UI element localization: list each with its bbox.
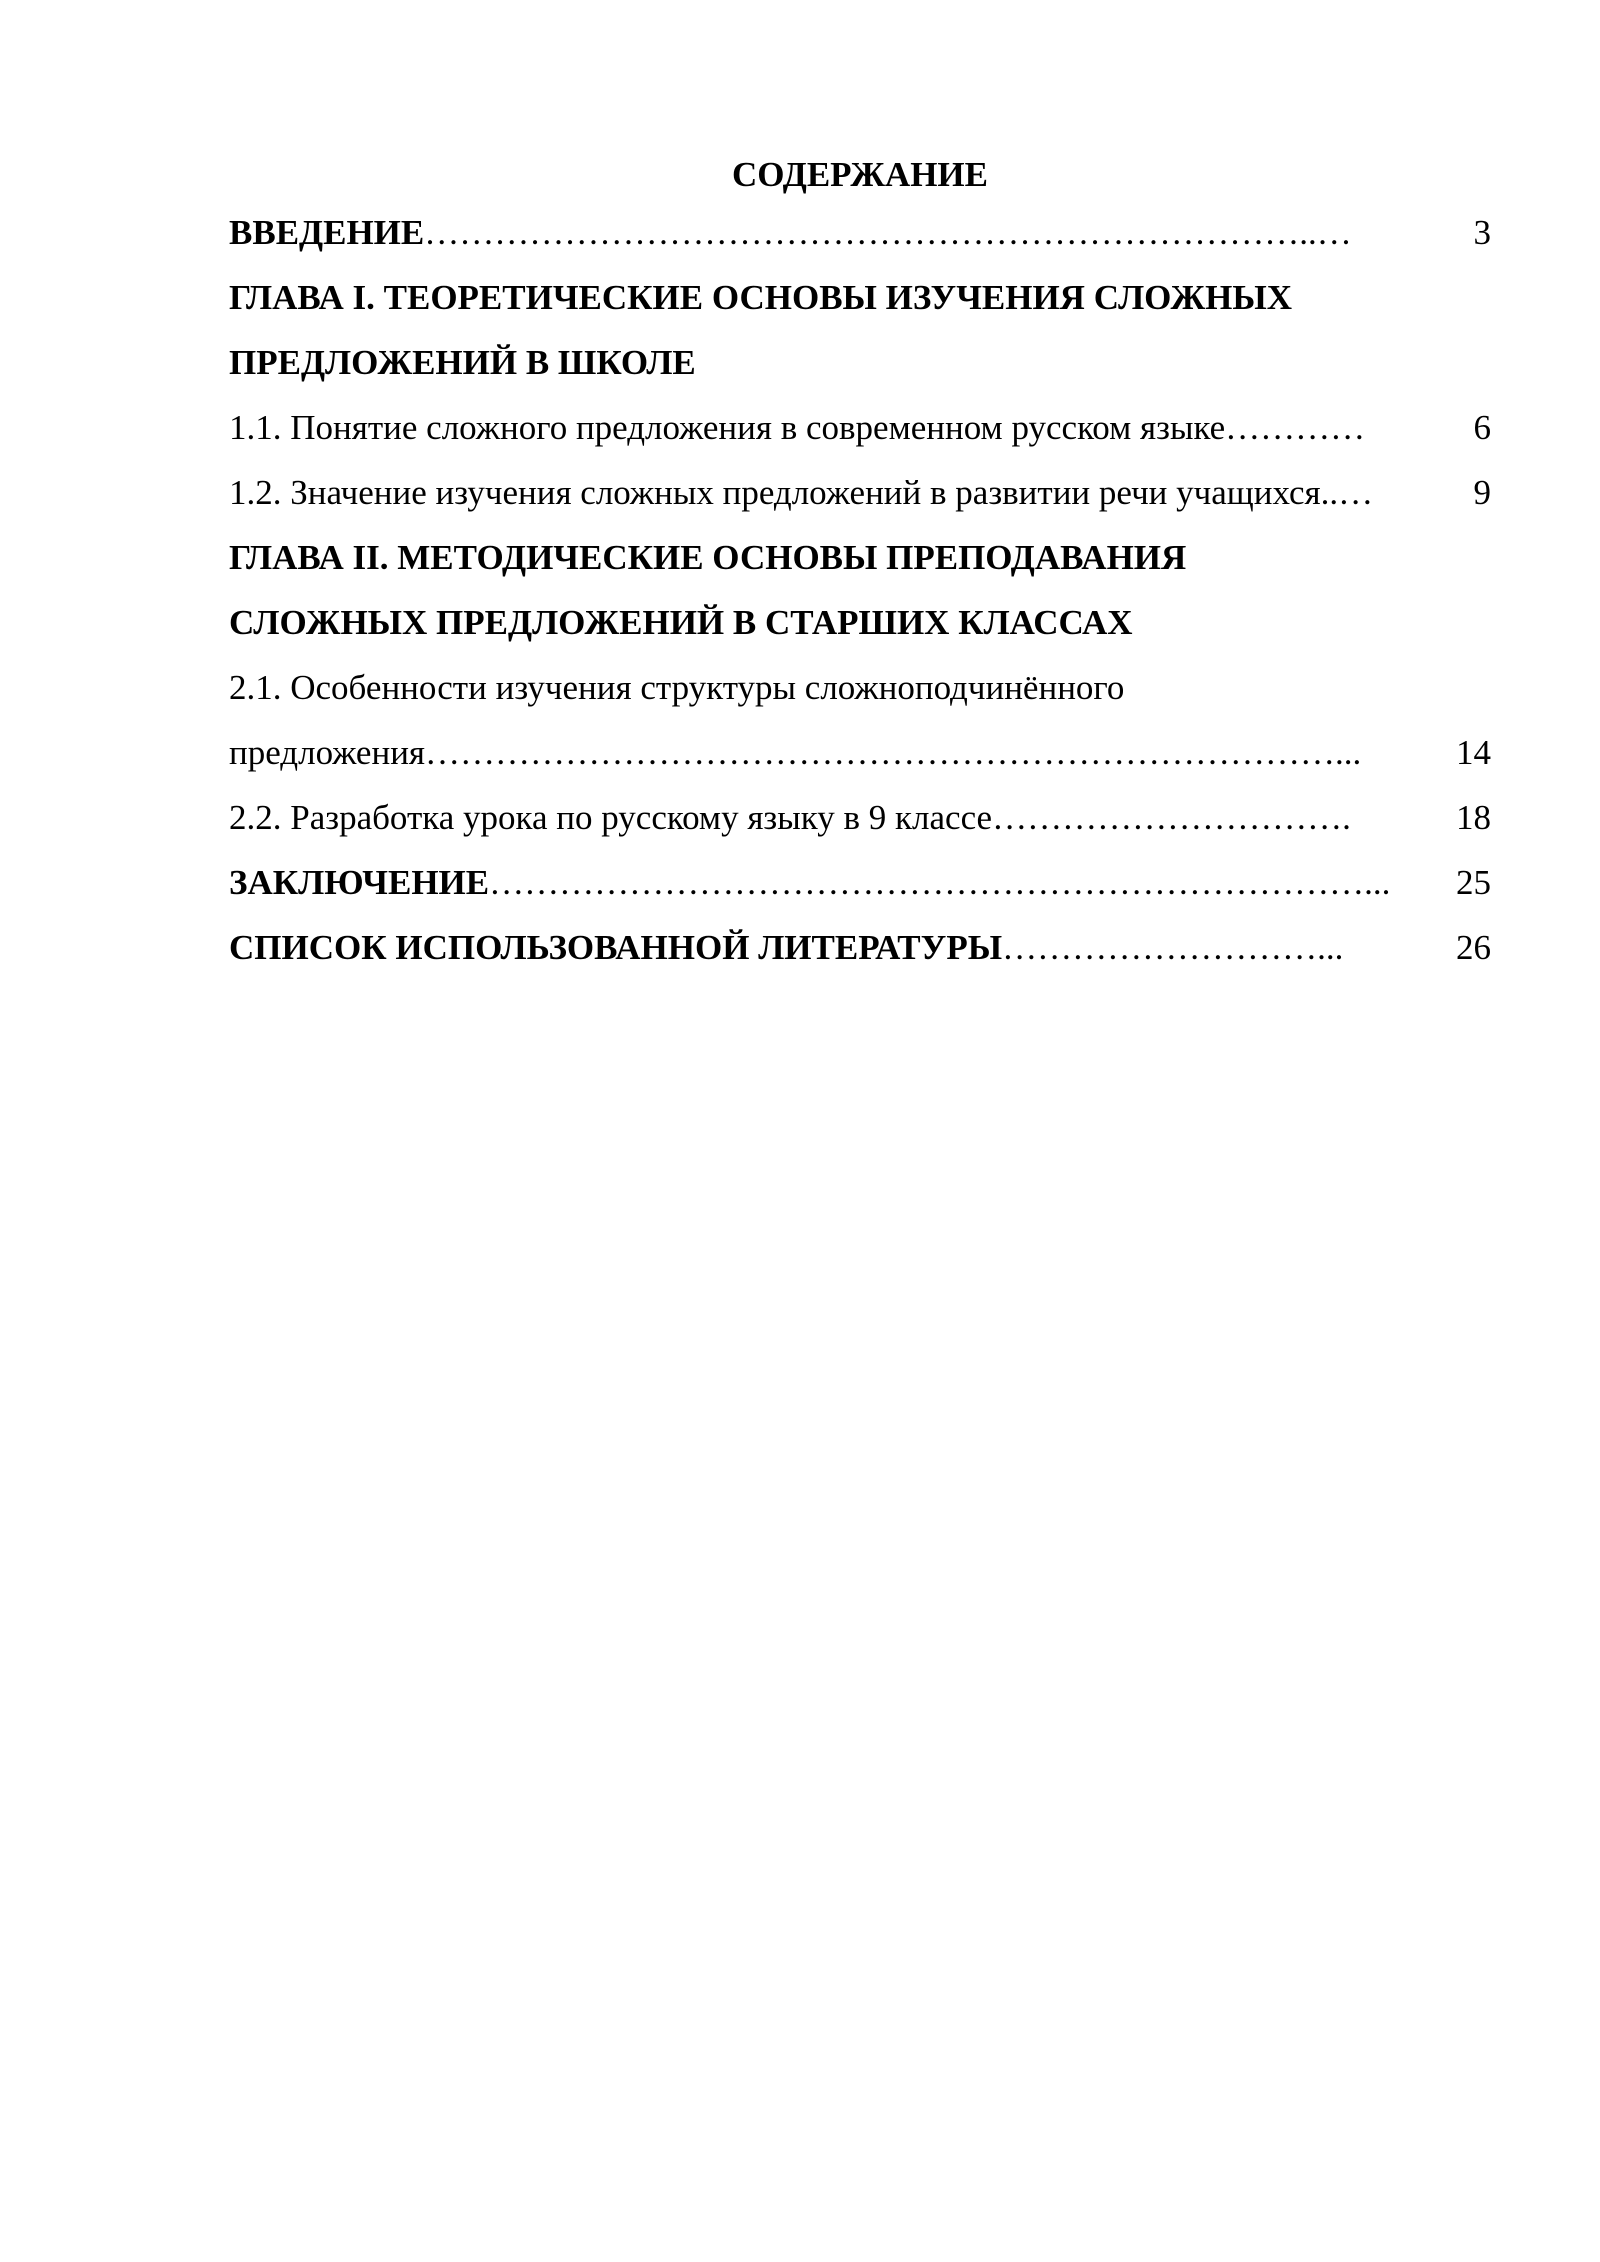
toc-page-number: 6 (1473, 408, 1491, 447)
toc-chapter-2-heading-line-2[interactable]: СЛОЖНЫХ ПРЕДЛОЖЕНИЙ В СТАРШИХ КЛАССАХ (229, 603, 1133, 642)
toc-entry-section-2-1-line-2[interactable] (229, 720, 1491, 785)
toc-entry-text: ВВЕДЕНИЕ (229, 213, 425, 252)
toc-page-number: 26 (1456, 928, 1491, 967)
toc-entry-section-2-2[interactable] (229, 785, 1491, 850)
toc-page-number: 3 (1473, 213, 1491, 252)
toc-entry-text: предложения (229, 733, 426, 772)
toc-leader-dots: ………… (1225, 408, 1366, 447)
toc-chapter-1-heading-line-1[interactable]: ГЛАВА I. ТЕОРЕТИЧЕСКИЕ ОСНОВЫ ИЗУЧЕНИЯ СЛОЖНЫХ (229, 278, 1293, 317)
toc-leader-dots: …………………………………………………………………... (489, 863, 1391, 902)
toc-chapter-2-heading-line-1[interactable]: ГЛАВА II. МЕТОДИЧЕСКИЕ ОСНОВЫ ПРЕПОДАВАНИЯ (229, 538, 1187, 577)
toc-entry-text: ЗАКЛЮЧЕНИЕ (229, 863, 490, 902)
toc-entry-introduction[interactable] (229, 200, 1491, 265)
toc-leader-dots: … (1338, 473, 1374, 512)
table-of-contents (229, 150, 1491, 980)
toc-page-number: 25 (1456, 863, 1491, 902)
toc-chapter-1-heading-line-2[interactable]: ПРЕДЛОЖЕНИЙ В ШКОЛЕ (229, 343, 696, 382)
toc-page-number: 18 (1456, 798, 1491, 837)
toc-entry-text: 1.1. Понятие сложного предложения в современном русском языке (229, 408, 1226, 447)
toc-leader-dots: …………………………………………………………………..… (424, 213, 1352, 252)
toc-page-number: 14 (1456, 733, 1491, 772)
toc-leader-dots: ………………………... (1002, 928, 1344, 967)
toc-entry-bibliography[interactable] (229, 915, 1491, 980)
toc-leader-dots: …………………………. (992, 798, 1351, 837)
toc-page-number: 9 (1473, 473, 1491, 512)
toc-entry-section-2-1-line-1[interactable]: 2.1. Особенности изучения структуры сложноподчинённого (229, 668, 1125, 707)
toc-entry-section-1-2[interactable] (229, 460, 1491, 525)
toc-leader-dots: ……………………………………………………………………... (425, 733, 1362, 772)
toc-entry-section-1-1[interactable] (229, 395, 1491, 460)
toc-title: СОДЕРЖАНИЕ (731, 155, 988, 194)
toc-entry-text: 2.2. Разработка урока по русскому языку в 9 классе (229, 798, 993, 837)
toc-entry-text: 1.2. Значение изучения сложных предложений в развитии речи учащихся.. (229, 473, 1339, 512)
toc-entry-text: СПИСОК ИСПОЛЬЗОВАННОЙ ЛИТЕРАТУРЫ (229, 928, 1003, 967)
toc-entry-conclusion[interactable] (229, 850, 1491, 915)
